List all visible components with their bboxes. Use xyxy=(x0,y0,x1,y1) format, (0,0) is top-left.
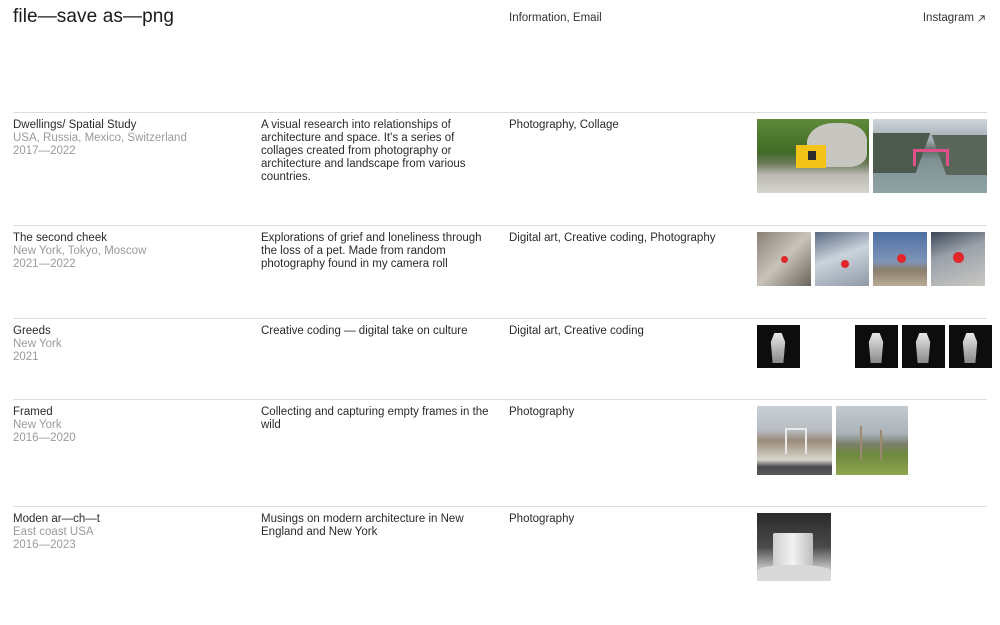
project-row[interactable] xyxy=(13,225,987,318)
project-tags: Photography, Collage xyxy=(509,119,619,131)
project-location: USA, Russia, Mexico, Switzerland xyxy=(13,132,187,144)
project-title[interactable]: The second cheek xyxy=(13,232,107,244)
project-meta xyxy=(13,513,243,552)
thumbnail-image[interactable] xyxy=(902,325,945,368)
instagram-link[interactable] xyxy=(923,12,986,24)
project-meta xyxy=(13,119,243,158)
project-tags: Digital art, Creative coding, Photography xyxy=(509,232,716,244)
thumbnail-image[interactable] xyxy=(836,406,908,475)
project-description: Musings on modern architecture in New England and New York xyxy=(261,513,464,538)
thumbnail-image[interactable] xyxy=(949,325,992,368)
thumbnail-image[interactable] xyxy=(931,232,985,286)
project-years: 2016—2020 xyxy=(13,432,76,444)
project-meta xyxy=(13,325,243,364)
thumbnail-image[interactable] xyxy=(757,325,800,368)
project-meta xyxy=(13,406,243,445)
project-title[interactable]: Framed xyxy=(13,406,53,418)
project-location: New York, Tokyo, Moscow xyxy=(13,245,147,257)
project-title[interactable]: Moden ar—ch—t xyxy=(13,513,100,525)
project-thumbnails xyxy=(757,232,985,286)
project-description: Explorations of grief and loneliness through the loss of a pet. Made from random photography found in my camera roll xyxy=(261,232,482,270)
project-row[interactable] xyxy=(13,112,987,225)
brand-logo[interactable]: file—save as—png xyxy=(13,6,175,27)
project-location: New York xyxy=(13,338,62,350)
project-title[interactable]: Greeds xyxy=(13,325,51,337)
project-description: Collecting and capturing empty frames in the wild xyxy=(261,406,489,431)
project-thumbnails xyxy=(757,119,987,193)
arrow-up-right-icon xyxy=(977,14,986,23)
project-tags: Photography xyxy=(509,513,575,525)
project-thumbnails xyxy=(757,513,831,581)
project-description: Creative coding — digital take on culture xyxy=(261,325,468,337)
project-location: New York xyxy=(13,419,62,431)
thumbnail-image[interactable] xyxy=(873,232,927,286)
project-location: East coast USA xyxy=(13,526,94,538)
thumbnail-image[interactable] xyxy=(815,232,869,286)
project-thumbnails xyxy=(757,406,908,475)
project-meta xyxy=(13,232,243,271)
project-years: 2016—2023 xyxy=(13,539,76,551)
project-years: 2021 xyxy=(13,351,39,363)
project-description: A visual research into relationships of architecture and space. It's a series of collages created from photography or architecture and landscape from various countries. xyxy=(261,119,466,183)
thumbnail-image[interactable] xyxy=(873,119,987,193)
project-title[interactable]: Dwellings/ Spatial Study xyxy=(13,119,137,131)
project-row[interactable] xyxy=(13,506,987,617)
project-tags: Digital art, Creative coding xyxy=(509,325,644,337)
thumbnail-image[interactable] xyxy=(757,119,869,193)
thumbnail-image[interactable] xyxy=(757,232,811,286)
project-tags: Photography xyxy=(509,406,575,418)
project-years: 2017—2022 xyxy=(13,145,76,157)
instagram-label: Instagram xyxy=(922,12,974,24)
thumbnail-image[interactable] xyxy=(757,406,832,475)
thumbnail-image[interactable] xyxy=(757,513,831,581)
thumbnail-image[interactable] xyxy=(855,325,898,368)
project-years: 2021—2022 xyxy=(13,258,76,270)
project-row[interactable] xyxy=(13,318,987,399)
project-row[interactable] xyxy=(13,399,987,506)
project-thumbnails xyxy=(757,325,992,368)
nav-links[interactable]: Information, Email xyxy=(509,12,602,24)
